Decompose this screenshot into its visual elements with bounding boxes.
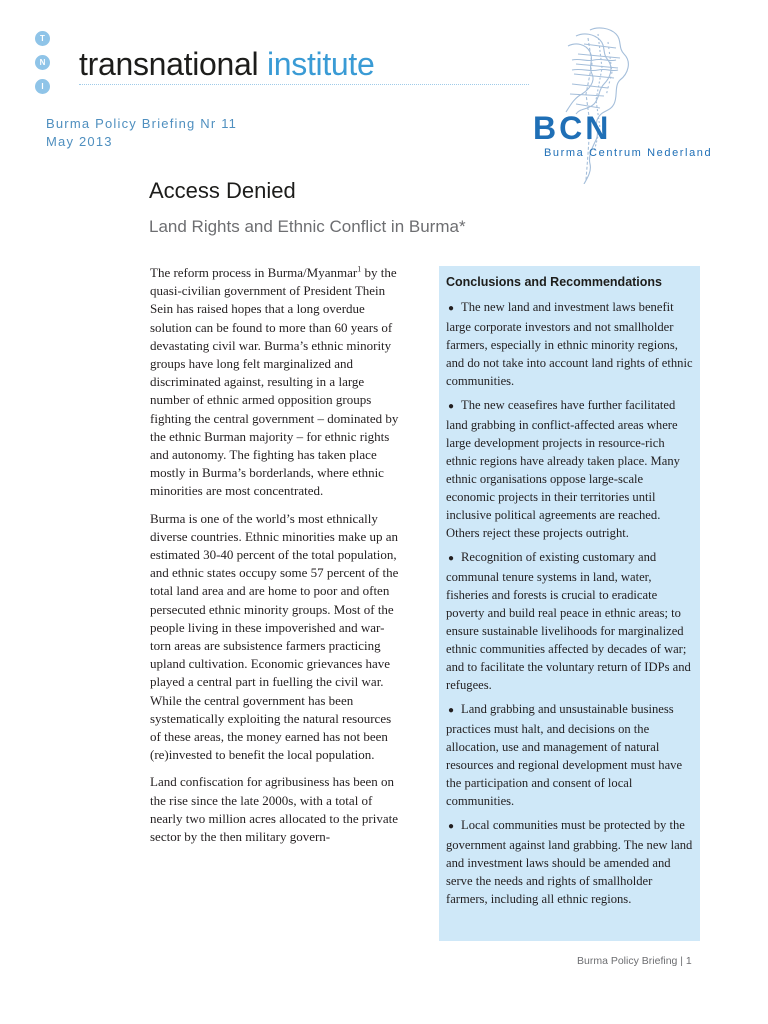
tni-dot-t: T	[35, 31, 50, 46]
list-item	[446, 700, 693, 810]
document-subtitle: Land Rights and Ethnic Conflict in Burma*	[149, 217, 466, 236]
body-paragraph-1-rest: by the quasi-civilian government of President Thein Sein has raised hopes that a long overdue solution can be found to more than 60 years of devastating civil war. Burma’s ethnic minority groups have long felt marginalized and discriminated against, resulting in a large number of ethnic armed opposition groups fighting the central government – dominated by the ethnic Burman majority – for ethnic rights and autonomy. The fighting has taken place mostly in Burma’s borderlands, where ethnic minorities are most concentrated.	[150, 265, 399, 499]
bcn-logo-text: BCN	[533, 110, 612, 146]
header-divider	[79, 84, 529, 85]
list-item-text: Local communities must be protected by the government against land grabbing. The new land and investment laws should be amended and serve the needs and rights of smallholder farmers, including all ethnic regions.	[446, 818, 693, 906]
series-label: Burma Policy Briefing Nr 11	[46, 116, 238, 131]
burma-map-logo-icon	[528, 24, 738, 184]
bullet-icon: ●	[448, 401, 455, 412]
publication-date: May 2013	[46, 134, 113, 149]
footnote-marker: 1	[357, 264, 362, 274]
body-text-column	[150, 264, 399, 855]
conclusions-box-title: Conclusions and Recommendations	[446, 275, 663, 289]
publisher-name-part1: transnational	[79, 46, 259, 82]
list-item-text: The new land and investment laws benefit large corporate investors and not smallholder farmers, especially in ethnic minority regions, and do not take into account land rights of ethnic communities.	[446, 300, 693, 388]
document-title: Access Denied	[149, 178, 296, 203]
page-footer: Burma Policy Briefing | 1	[577, 955, 692, 967]
body-paragraph-1-start: The reform process in Burma/Myanmar	[150, 265, 358, 280]
bullet-icon: ●	[448, 303, 455, 314]
list-item	[446, 548, 693, 694]
body-paragraph-2: Burma is one of the world’s most ethnically diverse countries. Ethnic minorities make up an estimated 30-40 percent of the total population, and ethnic states occupy some 57 percent of the total land area and are home to poor and often persecuted ethnic minority groups. Most of the people living in these impoverished and war-torn areas are subsistence farmers practicing upland cultivation. Economic grievances have played a central part in fuelling the civil war. While the central government has been systematically exploiting the natural resources of these areas, the money earned has not been (re)invested to benefit the local population.	[150, 510, 399, 763]
conclusions-box	[439, 266, 700, 941]
list-item-text: Recognition of existing customary and communal tenure systems in land, water, fisheries and forests is crucial to eradicate poverty and build real peace in ethnic areas; to ensure sustainable livelihoods for marginalized ethnic communities affected by decades of war; and to facilitate the voluntary return of IDPs and refugees.	[446, 550, 691, 692]
body-paragraph-3: Land confiscation for agribusiness has been on the rise since the late 2000s, with a total of nearly two million acres allocated to the private sector by the then military govern-	[150, 774, 398, 845]
tni-dot-i: I	[35, 79, 50, 94]
tni-logo-dots	[35, 31, 53, 103]
list-item	[446, 396, 693, 542]
list-item-text: Land grabbing and unsustainable business practices must halt, and decisions on the allocation, use and management of natural resources and regional development must have the participation and consent of local communities.	[446, 702, 683, 808]
bcn-full-name: Burma Centrum Nederland	[544, 147, 713, 159]
tni-dot-n: N	[35, 55, 50, 70]
list-item	[446, 816, 693, 908]
bullet-icon: ●	[448, 821, 455, 832]
bullet-icon: ●	[448, 553, 455, 564]
list-item	[446, 298, 693, 390]
body-paragraph-1	[150, 264, 399, 501]
briefing-meta	[46, 115, 237, 151]
bullet-icon: ●	[448, 705, 455, 716]
publisher-name	[79, 44, 375, 84]
publisher-name-part2: institute	[266, 46, 375, 82]
list-item-text: The new ceasefires have further facilitated land grabbing in conflict-affected areas where large development projects in resource-rich ethnic regions have already taken place. Many ethnic organisations oppose large-scale economic projects in their territories until inclusive political agreements are reached. Others reject these projects outright.	[446, 398, 680, 540]
conclusions-list	[446, 298, 693, 908]
